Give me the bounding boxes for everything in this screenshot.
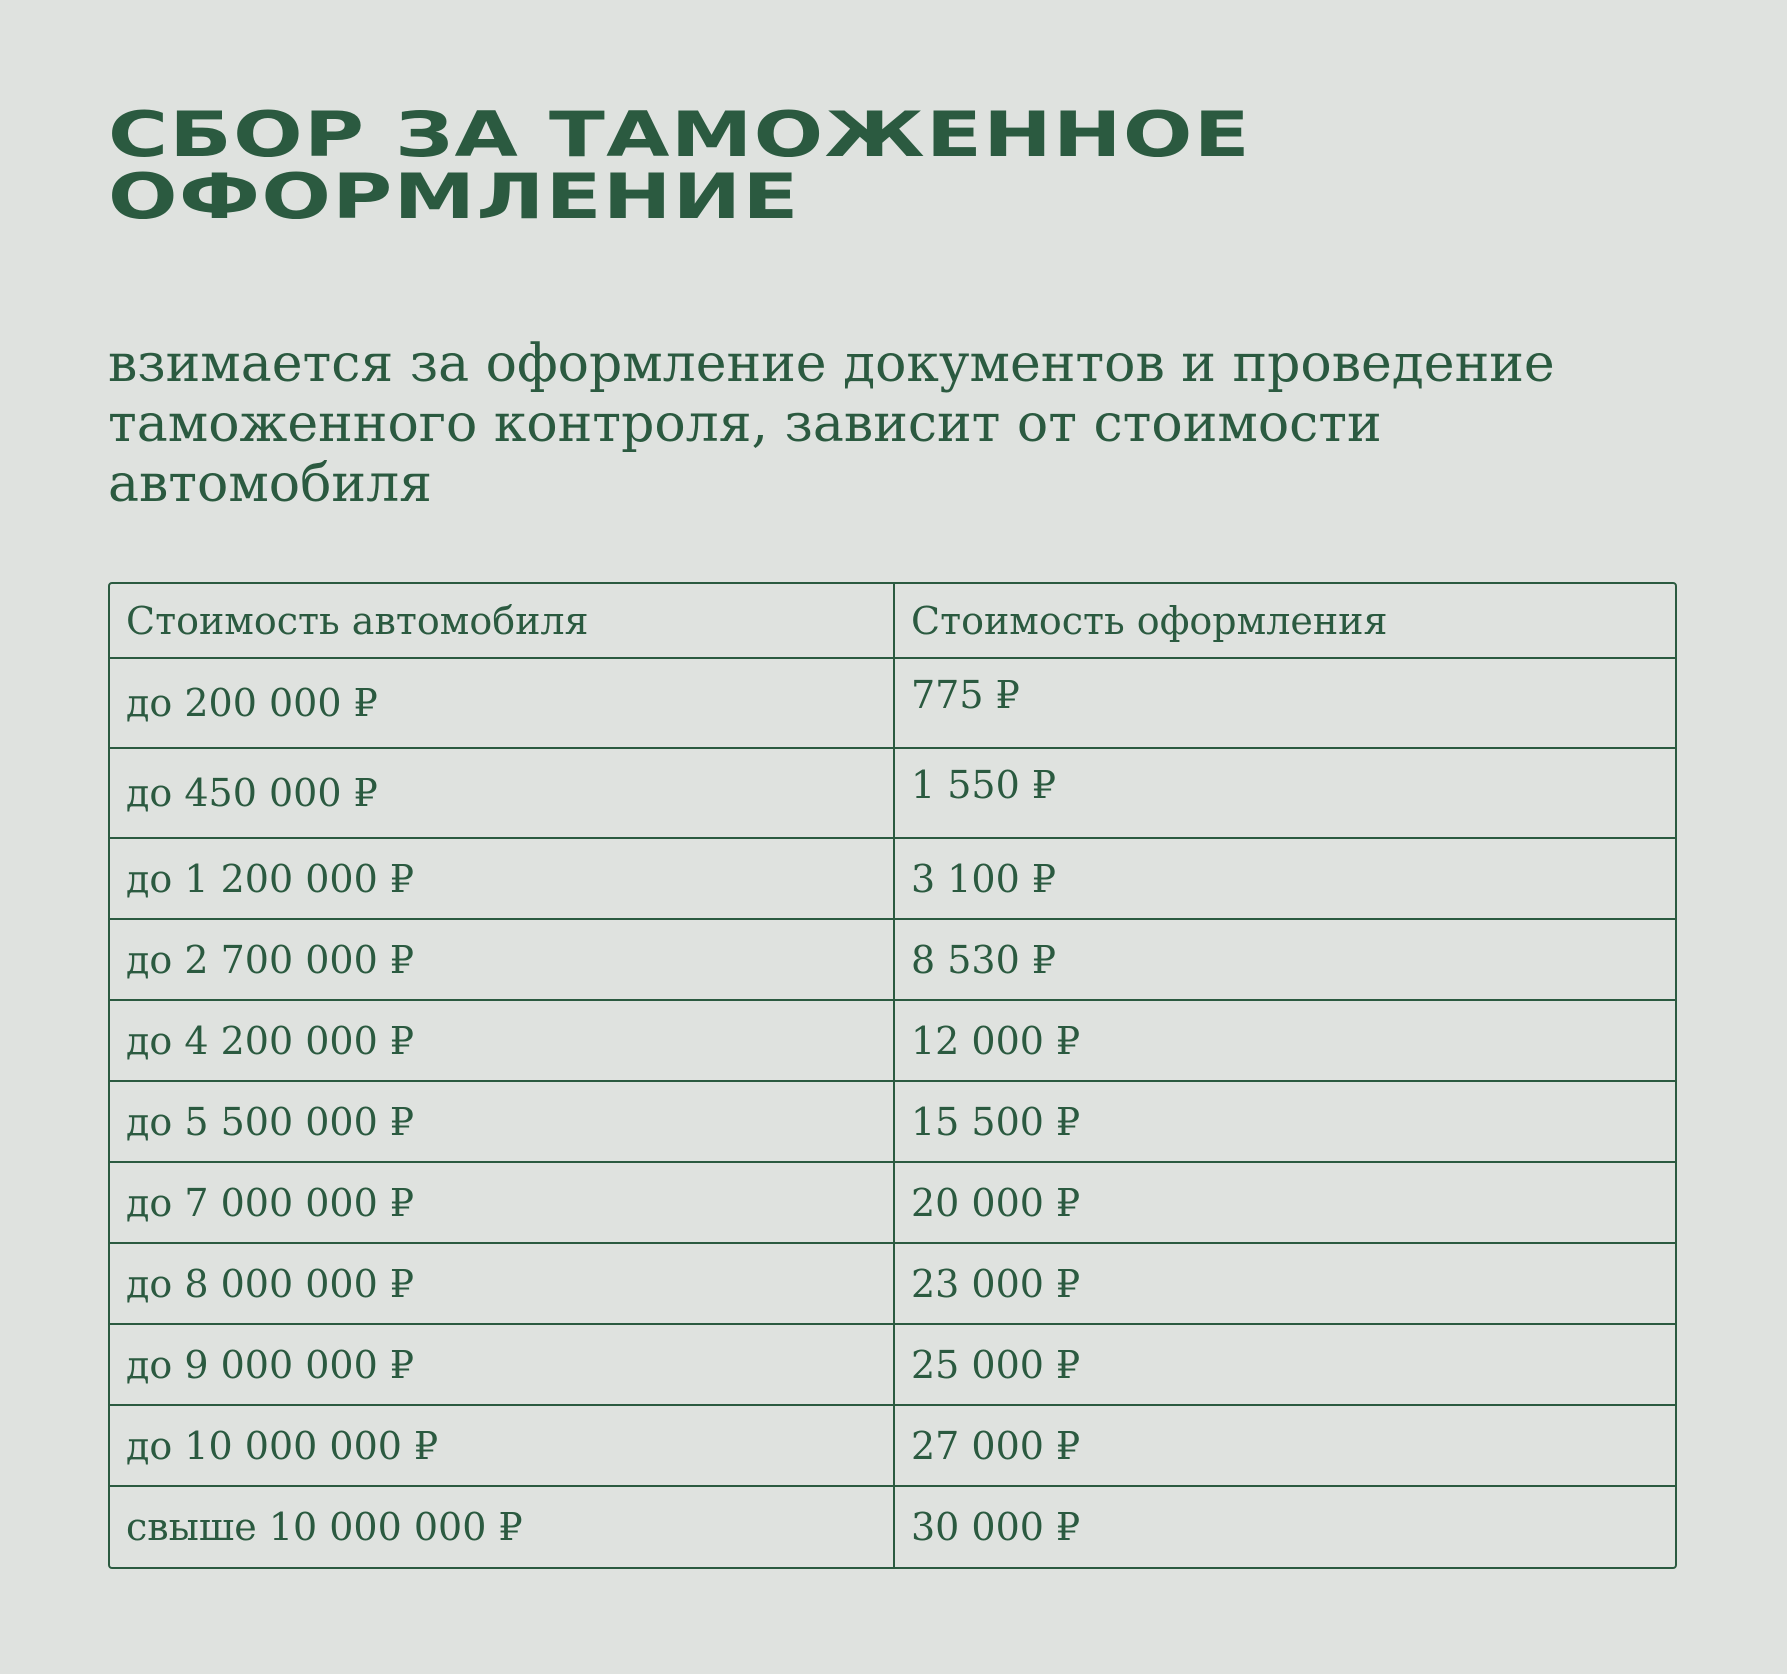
car-value-cell: до 7 000 000 ₽ xyxy=(110,1162,894,1243)
fee-cell: 25 000 ₽ xyxy=(894,1324,1675,1405)
fee-cell: 8 530 ₽ xyxy=(894,919,1675,1000)
fee-cell: 12 000 ₽ xyxy=(894,1000,1675,1081)
fee-cell: 775 ₽ xyxy=(894,658,1675,748)
table-row xyxy=(110,1162,1675,1243)
page-title xyxy=(108,98,1251,233)
car-value-cell: свыше 10 000 000 ₽ xyxy=(110,1486,894,1567)
table-row xyxy=(110,1405,1675,1486)
fee-cell: 1 550 ₽ xyxy=(894,748,1675,838)
table-row xyxy=(110,1324,1675,1405)
description-line-3: автомобиля xyxy=(108,454,432,514)
table-row xyxy=(110,1081,1675,1162)
description xyxy=(108,334,1708,514)
fee-cell: 15 500 ₽ xyxy=(894,1081,1675,1162)
table-row xyxy=(110,1000,1675,1081)
description-line-2: таможенного контроля, зависит от стоимости xyxy=(108,394,1382,454)
fee-table xyxy=(108,582,1677,1569)
title-line-2: ОФОРМЛЕНИЕ xyxy=(108,160,800,233)
table-row xyxy=(110,1486,1675,1567)
table-row xyxy=(110,919,1675,1000)
car-value-cell: до 10 000 000 ₽ xyxy=(110,1405,894,1486)
fee-cell: 20 000 ₽ xyxy=(894,1162,1675,1243)
car-value-cell: до 8 000 000 ₽ xyxy=(110,1243,894,1324)
table-row xyxy=(110,1243,1675,1324)
title-line-1: СБОР ЗА ТАМОЖЕННОЕ xyxy=(108,98,1251,171)
table-row xyxy=(110,838,1675,919)
header-fee: Стоимость оформления xyxy=(894,584,1675,658)
car-value-cell: до 9 000 000 ₽ xyxy=(110,1324,894,1405)
table-row xyxy=(110,748,1675,838)
fee-cell: 3 100 ₽ xyxy=(894,838,1675,919)
table-header-row xyxy=(110,584,1675,658)
fee-cell: 27 000 ₽ xyxy=(894,1405,1675,1486)
car-value-cell: до 1 200 000 ₽ xyxy=(110,838,894,919)
car-value-cell: до 2 700 000 ₽ xyxy=(110,919,894,1000)
description-line-1: взимается за оформление документов и проведение xyxy=(108,334,1555,394)
car-value-cell: до 450 000 ₽ xyxy=(110,748,894,838)
fee-cell: 23 000 ₽ xyxy=(894,1243,1675,1324)
header-car-value: Стоимость автомобиля xyxy=(110,584,894,658)
car-value-cell: до 200 000 ₽ xyxy=(110,658,894,748)
car-value-cell: до 5 500 000 ₽ xyxy=(110,1081,894,1162)
table-row xyxy=(110,658,1675,748)
fee-cell: 30 000 ₽ xyxy=(911,1505,1081,1549)
car-value-cell: до 4 200 000 ₽ xyxy=(110,1000,894,1081)
